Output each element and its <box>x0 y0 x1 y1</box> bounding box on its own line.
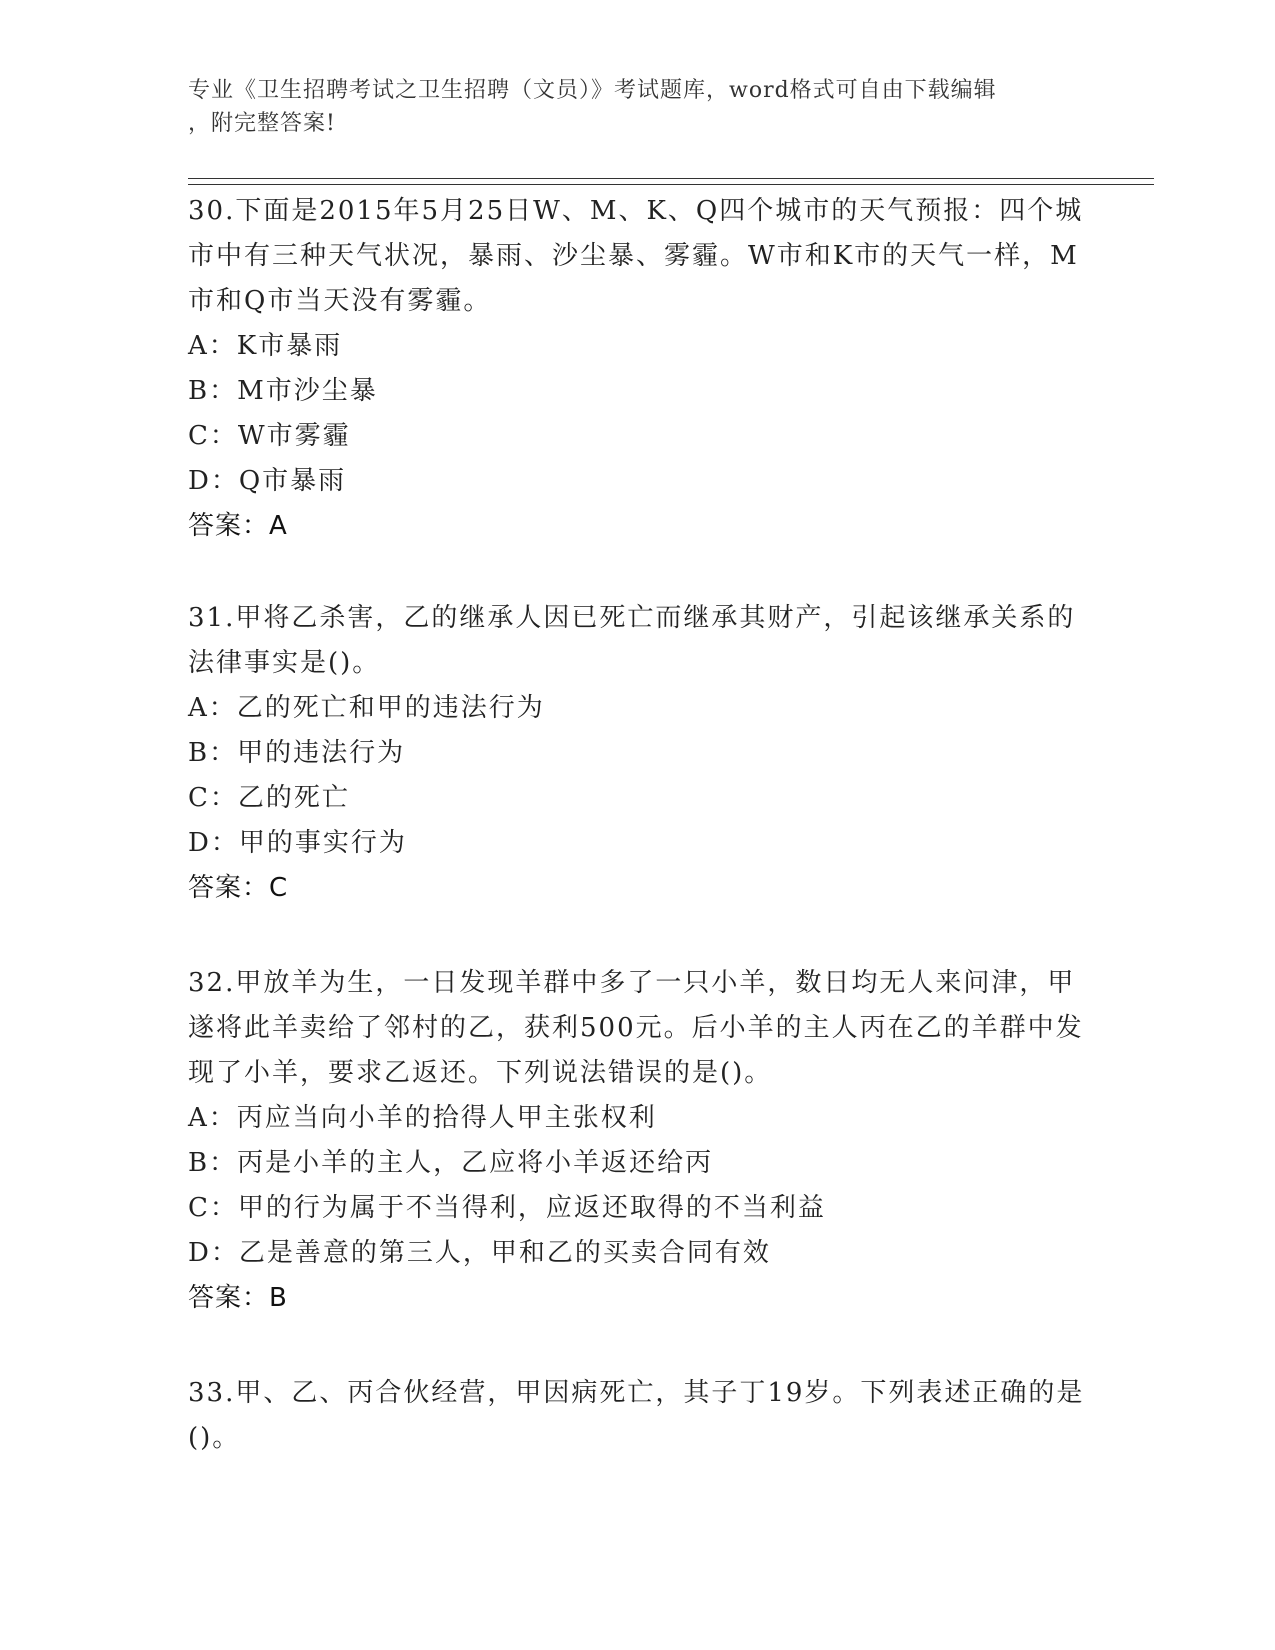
document-header <box>188 74 1068 140</box>
answer-text: 答案：C <box>188 873 289 903</box>
question-stem: 33.甲、乙、丙合伙经营，甲因病死亡，其子丁19岁。下列表述正确的是()。 <box>188 1378 1085 1453</box>
question-30 <box>188 189 1088 549</box>
header-title-line1: 专业《卫生招聘考试之卫生招聘（文员）》考试题库，word格式可自由下载编辑 <box>188 78 997 103</box>
option-a: A：乙的死亡和甲的违法行为 <box>188 693 545 723</box>
option-b: B：甲的违法行为 <box>188 738 406 768</box>
question-stem: 31.甲将乙杀害，乙的继承人因已死亡而继承其财产，引起该继承关系的法律事实是()。 <box>188 603 1076 678</box>
option-a: A：K市暴雨 <box>188 331 343 361</box>
answer-text: 答案：B <box>188 1283 288 1313</box>
option-b: B：M市沙尘暴 <box>188 376 378 406</box>
option-c: C：W市雾霾 <box>188 421 351 451</box>
question-stem: 32.甲放羊为生，一日发现羊群中多了一只小羊，数日均无人来问津，甲遂将此羊卖给了邻村的乙，获利500元。后小羊的主人丙在乙的羊群中发现了小羊，要求乙返还。下列说法错误的是()。 <box>188 968 1084 1088</box>
question-33 <box>188 1371 1088 1461</box>
header-divider-top <box>188 178 1154 179</box>
question-31 <box>188 596 1088 911</box>
option-d: D：Q市暴雨 <box>188 466 347 496</box>
option-a: A：丙应当向小羊的拾得人甲主张权利 <box>188 1103 657 1133</box>
option-b: B：丙是小羊的主人，乙应将小羊返还给丙 <box>188 1148 714 1178</box>
answer-text: 答案：A <box>188 511 288 541</box>
question-32 <box>188 961 1088 1321</box>
option-d: D：乙是善意的第三人，甲和乙的买卖合同有效 <box>188 1238 771 1268</box>
header-divider-bottom <box>188 184 1154 185</box>
option-c: C：甲的行为属于不当得利，应返还取得的不当利益 <box>188 1193 826 1223</box>
option-c: C：乙的死亡 <box>188 783 350 813</box>
header-title-line2: ，附完整答案! <box>188 111 336 136</box>
option-d: D：甲的事实行为 <box>188 828 407 858</box>
question-stem: 30.下面是2015年5月25日W、M、K、Q四个城市的天气预报：四个城市中有三种天气状况，暴雨、沙尘暴、雾霾。W市和K市的天气一样，M市和Q市当天没有雾霾。 <box>188 196 1084 316</box>
